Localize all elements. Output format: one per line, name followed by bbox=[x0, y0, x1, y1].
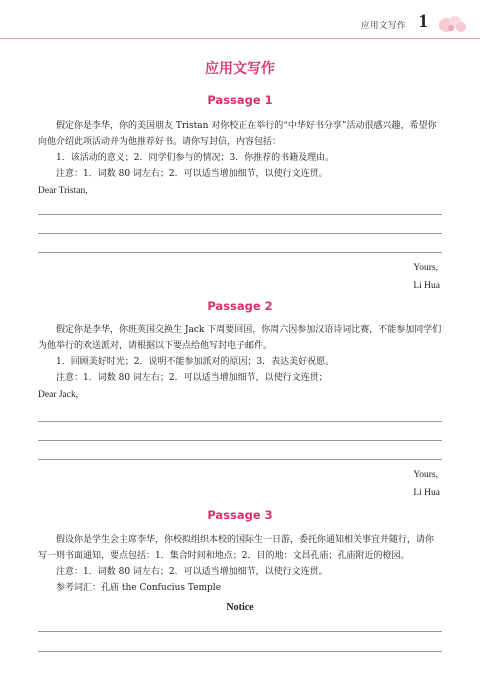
writing-line bbox=[38, 631, 442, 632]
page-title: 应用文写作 bbox=[205, 61, 275, 77]
passage-2-signoff bbox=[413, 466, 440, 502]
writing-line bbox=[38, 233, 442, 234]
passage-2-signature: Li Hua bbox=[413, 488, 440, 498]
passage-3-prompt: 假设你是学生会主席李华，你校拟组织本校的国际生一日游，委托你通知相关事宜并随行，请你写一则书面通知，要点包括：1．集合时间和地点；2．目的地：文昌孔庙；孔庙附近的橙园。 bbox=[38, 535, 435, 561]
passage-2-prompt: 假定你是李华，你班英国交换生 Jack 下周要回国，你周六因参加汉语诗词比赛，不能参加同学们为他举行的欢送派对，请根据以下要点给他写封电子邮件。 bbox=[38, 325, 442, 351]
passage-2-heading: Passage 2 bbox=[207, 299, 273, 313]
page-number: 1 bbox=[418, 11, 428, 32]
passage-1-heading: Passage 1 bbox=[207, 93, 273, 107]
running-title: 应用文写作 bbox=[360, 21, 406, 31]
writing-line bbox=[38, 459, 442, 460]
passage-1-closing: Yours, bbox=[413, 263, 438, 273]
writing-line bbox=[38, 440, 442, 441]
passage-2-points: 1．回顾美好时光；2．说明不能参加派对的原因；3．表达美好祝愿。 bbox=[56, 357, 335, 367]
passage-2-closing: Yours, bbox=[413, 470, 438, 480]
passage-3-heading: Passage 3 bbox=[207, 508, 273, 522]
notice-title: Notice bbox=[226, 602, 254, 613]
passage-1-signoff bbox=[413, 259, 440, 295]
writing-line bbox=[38, 421, 442, 422]
passage-1-body bbox=[38, 118, 442, 199]
passage-1-prompt: 假定你是李华，你的美国朋友 Tristan 对你校正在举行的“中华好书分享”活动很感兴趣，希望你向他介绍此项活动并为他推荐好书。请你写封信，内容包括： bbox=[38, 121, 437, 147]
writing-line bbox=[38, 651, 442, 652]
passage-1-greeting: Dear Tristan, bbox=[38, 186, 88, 196]
flower-decoration-icon bbox=[434, 13, 468, 35]
passage-3-notes: 注意：1．词数 80 词左右；2．可以适当增加细节，以使行文连贯。 bbox=[56, 567, 328, 577]
passage-3-body bbox=[38, 532, 442, 596]
passage-2-body bbox=[38, 322, 442, 403]
writing-line bbox=[38, 252, 442, 253]
passage-1-signature: Li Hua bbox=[413, 281, 440, 291]
passage-2-notes: 注意：1．词数 80 词左右；2．可以适当增加细节，以使行文连贯； bbox=[56, 373, 328, 383]
passage-2-greeting: Dear Jack, bbox=[38, 390, 79, 400]
passage-1-notes: 注意：1．词数 80 词左右；2．可以适当增加细节，以使行文连贯。 bbox=[56, 169, 328, 179]
passage-1-points: 1．该活动的意义；2．同学们参与的情况；3．你推荐的书籍及理由。 bbox=[56, 153, 335, 163]
passage-3-vocab: 参考词汇：孔庙 the Confucius Temple bbox=[56, 583, 222, 593]
header-bar bbox=[0, 16, 480, 39]
writing-line bbox=[38, 214, 442, 215]
